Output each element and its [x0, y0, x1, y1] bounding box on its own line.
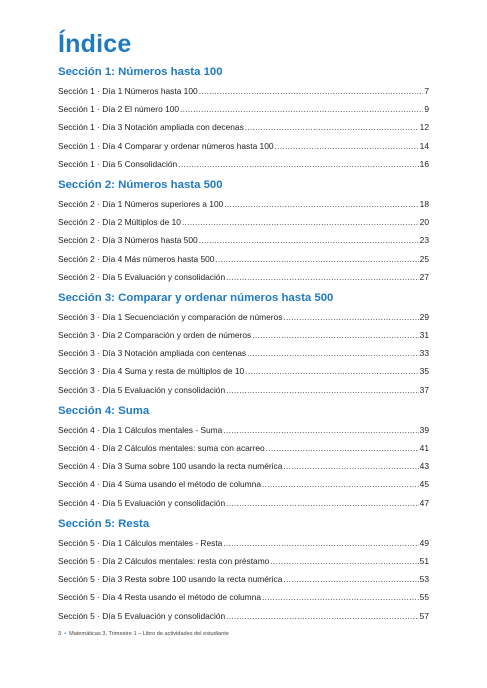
dot-leader	[215, 250, 418, 268]
entry-label: Sección 3 · Día 1 Secuenciación y comparación de números	[58, 311, 283, 322]
toc-section-3	[58, 288, 429, 399]
entry-page-number: 51	[419, 555, 429, 566]
entry-label: Sección 2 · Día 2 Múltiplos de 10	[58, 217, 181, 228]
entry-label: Sección 5 · Día 3 Resta sobre 100 usando la recta numérica	[58, 574, 283, 585]
entry-label: Sección 5 · Día 2 Cálculos mentales: resta con préstamo	[58, 555, 270, 566]
footer-text: Matemáticas 3, Trimestre 1 – Libro de actividades del estudiante	[69, 631, 229, 637]
entry-label: Sección 4 · Día 4 Suma usando el método de columna	[58, 479, 261, 490]
section-heading[interactable]: Sección 2: Números hasta 500	[58, 178, 223, 191]
dot-leader	[252, 326, 418, 344]
section-heading[interactable]: Sección 3: Comparar y ordenar números hasta 500	[58, 291, 334, 304]
entry-page-number: 49	[419, 537, 429, 548]
entry-page-number: 43	[419, 461, 429, 472]
entry-page-number: 55	[419, 592, 429, 603]
entry-label: Sección 2 · Día 5 Evaluación y consolidación	[58, 271, 226, 282]
dot-leader	[266, 439, 419, 457]
toc-entry[interactable]	[58, 588, 429, 606]
entry-label: Sección 2 · Día 4 Más números hasta 500	[58, 253, 215, 264]
entry-page-number: 18	[419, 198, 429, 209]
toc-entry[interactable]	[58, 195, 429, 213]
dot-leader	[270, 552, 418, 570]
entry-label: Sección 1 · Día 2 El número 100	[58, 104, 180, 115]
section-heading[interactable]: Sección 4: Suma	[58, 404, 150, 417]
toc-entry[interactable]	[58, 213, 429, 231]
table-of-contents	[58, 62, 429, 625]
entry-page-number: 45	[419, 479, 429, 490]
entry-label: Sección 4 · Día 2 Cálculos mentales: suma con acarreo	[58, 443, 265, 453]
entry-label: Sección 1 · Día 1 Números hasta 100	[58, 86, 198, 96]
toc-entry[interactable]	[58, 308, 429, 326]
dot-leader	[245, 362, 418, 380]
entry-page-number: 53	[419, 574, 429, 585]
page-footer	[58, 631, 229, 637]
section-heading[interactable]: Sección 5: Resta	[58, 517, 150, 530]
entry-label: Sección 5 · Día 1 Cálculos mentales - Resta	[58, 537, 223, 548]
toc-entry[interactable]	[58, 362, 429, 380]
toc-entry[interactable]	[58, 534, 429, 552]
dot-leader	[178, 155, 418, 173]
entry-label: Sección 2 · Día 1 Números superiores a 100	[58, 198, 224, 209]
dot-leader	[199, 231, 419, 249]
entry-page-number: 9	[424, 104, 429, 115]
dot-leader	[223, 421, 418, 439]
entry-label: Sección 1 · Día 3 Notación ampliada con decenas	[58, 122, 244, 133]
entry-label: Sección 1 · Día 4 Comparar y ordenar números hasta 100	[58, 140, 274, 151]
entry-label: Sección 5 · Día 5 Evaluación y consolidación	[58, 610, 226, 621]
toc-section-5	[58, 514, 429, 625]
dot-leader	[262, 588, 419, 606]
dot-leader	[283, 457, 418, 475]
toc-section-2	[58, 175, 429, 286]
entry-label: Sección 3 · Día 5 Evaluación y consolidación	[58, 384, 226, 395]
dot-leader	[182, 213, 419, 231]
toc-entry[interactable]	[58, 231, 429, 249]
entry-page-number: 16	[419, 158, 429, 169]
entry-label: Sección 4 · Día 5 Evaluación y consolidación	[58, 497, 226, 508]
entry-page-number: 29	[419, 311, 429, 322]
footer-bullet: •	[64, 631, 67, 637]
entry-page-number: 57	[419, 610, 429, 621]
entry-label: Sección 5 · Día 4 Resta usando el método de columna	[58, 592, 261, 603]
dot-leader	[180, 100, 423, 118]
entry-page-number: 37	[419, 384, 429, 395]
toc-entry[interactable]	[58, 326, 429, 344]
entry-page-number: 47	[419, 497, 429, 508]
toc-entry[interactable]	[58, 82, 429, 100]
toc-section-1	[58, 62, 429, 173]
entry-label: Sección 3 · Día 2 Comparación y orden de números	[58, 330, 252, 341]
dot-leader	[245, 118, 419, 136]
dot-leader	[247, 344, 419, 362]
entry-page-number: 39	[419, 424, 429, 435]
entry-label: Sección 4 · Día 1 Cálculos mentales - Suma	[58, 424, 223, 435]
dot-leader	[223, 534, 418, 552]
dot-leader	[226, 268, 419, 286]
entry-label: Sección 4 · Día 3 Suma sobre 100 usando la recta numérica	[58, 461, 283, 472]
footer-page-number: 3	[58, 631, 62, 637]
toc-entry[interactable]	[58, 439, 429, 457]
dot-leader	[275, 137, 419, 155]
entry-page-number: 35	[419, 366, 429, 377]
entry-page-number: 41	[419, 443, 429, 453]
toc-entry[interactable]	[58, 344, 429, 362]
toc-entry[interactable]	[58, 494, 429, 512]
entry-page-number: 33	[419, 348, 429, 359]
entry-label: Sección 2 · Día 3 Números hasta 500	[58, 235, 198, 246]
entry-page-number: 20	[419, 217, 429, 228]
entry-page-number: 25	[419, 253, 429, 264]
dot-leader	[283, 308, 418, 326]
toc-section-4	[58, 401, 429, 512]
toc-entry[interactable]	[58, 552, 429, 570]
dot-leader	[226, 607, 419, 625]
entry-label: Sección 3 · Día 4 Suma y resta de múltiplos de 10	[58, 366, 245, 377]
entry-page-number: 12	[419, 122, 429, 133]
page-title: Índice	[58, 30, 132, 58]
section-heading[interactable]: Sección 1: Números hasta 100	[58, 66, 223, 78]
toc-entry[interactable]	[58, 137, 429, 155]
toc-entry[interactable]	[58, 118, 429, 136]
entry-page-number: 31	[419, 330, 429, 341]
toc-entry[interactable]	[58, 421, 429, 439]
entry-label: Sección 3 · Día 3 Notación ampliada con centenas	[58, 348, 247, 359]
toc-entry[interactable]	[58, 457, 429, 475]
entry-page-number: 7	[424, 86, 429, 96]
toc-entry[interactable]	[58, 250, 429, 268]
toc-entry[interactable]	[58, 100, 429, 118]
entry-page-number: 27	[419, 271, 429, 282]
dot-leader	[262, 475, 419, 493]
dot-leader	[283, 570, 418, 588]
toc-entry[interactable]	[58, 381, 429, 399]
toc-entry[interactable]	[58, 607, 429, 625]
toc-entry[interactable]	[58, 268, 429, 286]
dot-leader	[226, 381, 419, 399]
toc-entry[interactable]	[58, 475, 429, 493]
entry-page-number: 23	[419, 235, 429, 246]
dot-leader	[224, 195, 418, 213]
toc-entry[interactable]	[58, 570, 429, 588]
entry-label: Sección 1 · Día 5 Consolidación	[58, 158, 178, 169]
dot-leader	[226, 494, 419, 512]
dot-leader	[199, 82, 424, 100]
toc-entry[interactable]	[58, 155, 429, 173]
entry-page-number: 14	[419, 140, 429, 151]
